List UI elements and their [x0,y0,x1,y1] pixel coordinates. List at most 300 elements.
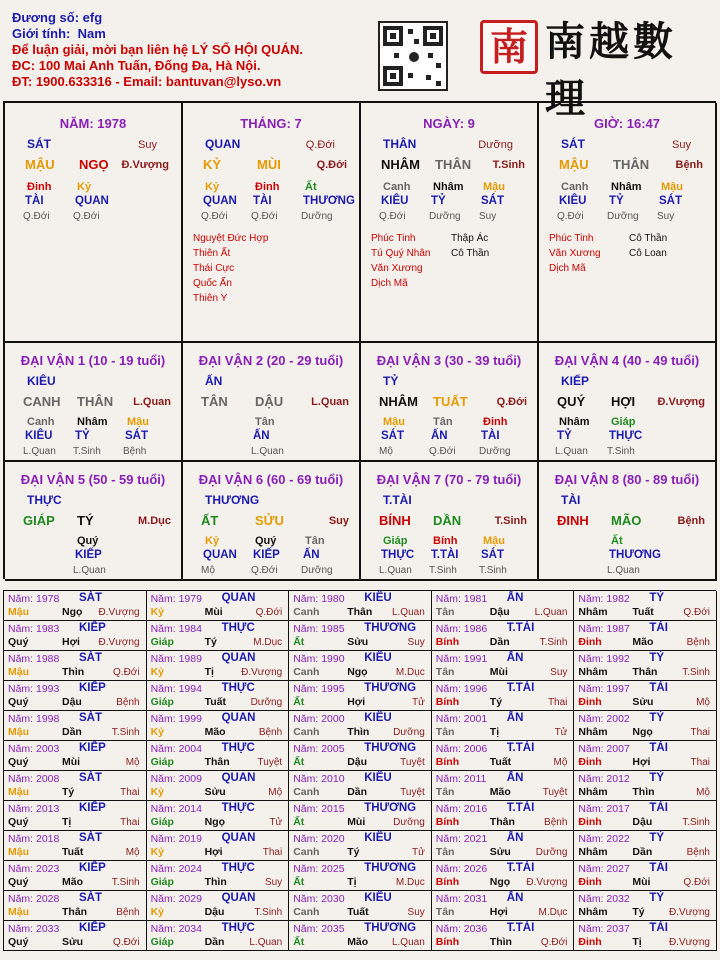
hidden-stem: Đinh [483,416,508,428]
dai-van-title: ĐẠI VẬN 4 (40 - 49 tuổi) [554,353,700,368]
year-stage: Tuyệt [257,757,283,768]
year-cell [4,771,147,801]
hidden-god: THỰC [381,549,415,561]
dai-van-cell [5,343,183,462]
year-label: Năm: 2004 [150,743,202,755]
hidden-stem: Canh [383,181,411,193]
year-stem: Đinh [578,636,602,648]
year-god: ẤN [506,892,524,904]
year-cell [574,711,717,741]
year-label: Năm: 2010 [293,773,345,785]
star-item: Quốc Ấn [193,278,232,289]
year-stage: L.Quan [249,937,283,948]
dai-van-stage: T.Sinh [494,515,527,527]
pillar-branch: THÂN [435,157,472,172]
year-god: QUAN [221,772,256,784]
year-label: Năm: 2020 [293,833,345,845]
chart-grid [3,101,716,579]
hidden-stem: Tân [255,416,275,428]
year-label: Năm: 2000 [293,713,345,725]
year-stage: Suy [407,907,425,918]
year-stage: Q.Đới [540,937,568,948]
year-branch: Tuất [62,846,84,858]
year-god: TÀI [649,742,668,754]
pillar-god: QUAN [205,137,241,151]
year-branch: Mùi [632,876,651,888]
hidden-stage: Q.Đới [557,211,584,222]
year-branch: Dậu [347,756,368,768]
year-stage: M.Dục [395,667,425,678]
star-item: Thập Ác [451,233,489,244]
year-god: KIẾP [79,742,106,754]
year-god: T.TÀI [506,802,535,814]
year-cell [432,831,575,861]
year-label: Năm: 2033 [8,923,60,935]
year-label: Năm: 2025 [293,863,345,875]
hidden-stem: Giáp [383,535,408,547]
year-stage: Mộ [125,757,140,768]
hidden-stage: L.Quan [607,565,640,576]
year-stem: Ất [293,696,305,708]
dai-van-stem: BÍNH [379,513,411,528]
year-cell [574,861,717,891]
hidden-stem: Giáp [611,416,636,428]
pillar-stem: NHÂM [381,157,420,172]
year-branch: Thân [632,666,658,678]
year-cell [147,591,290,621]
hidden-stage: Dưỡng [429,211,461,222]
dai-van-branch: MÃO [611,513,642,528]
header-info [12,10,303,90]
year-label: Năm: 2019 [150,833,202,845]
star-item: Tú Quý Nhân [371,248,431,259]
year-cell [289,861,432,891]
year-god: KIÊU [364,772,392,784]
year-cell [147,771,290,801]
brand-logo: 南越數理 [545,18,677,122]
year-stem: Kỷ [150,906,165,918]
hidden-stem: Kỷ [77,181,92,193]
year-god: SÁT [79,592,102,604]
year-stage: Q.Đới [683,877,710,888]
year-stem: Ất [293,876,305,888]
year-branch: Ngọ [62,606,83,618]
year-stem: Nhâm [578,666,608,678]
year-label: Năm: 1990 [293,653,345,665]
year-cell [432,591,575,621]
year-god: T.TÀI [506,862,535,874]
pillar-stage: Suy [672,139,691,151]
year-stem: Nhâm [578,786,608,798]
pillar-title: NĂM: 1978 [59,116,127,131]
dai-van-stem: ẤT [201,513,219,528]
hidden-stage: Q.Đới [73,211,100,222]
year-branch: Sửu [489,846,511,858]
year-god: TỶ [649,592,665,604]
year-god: THỰC [221,862,255,874]
star-item: Cô Thần [451,248,490,259]
hidden-stage: Dưỡng [607,211,639,222]
year-label: Năm: 2023 [8,863,60,875]
hidden-stem: Ất [305,181,317,193]
year-god: ẤN [506,592,524,604]
year-branch: Tý [62,786,75,798]
year-label: Năm: 1988 [8,653,60,665]
owner-label: Đương số: [12,10,80,25]
year-label: Năm: 2032 [578,893,630,905]
dai-van-cell [183,343,361,462]
year-god: SÁT [79,712,102,724]
year-label: Năm: 2026 [435,863,488,875]
year-label: Năm: 2005 [293,743,345,755]
year-god: TỶ [649,772,665,784]
star-item: Dịch Mã [549,263,586,274]
year-branch: Dần [632,846,653,858]
year-stem: Nhâm [578,846,608,858]
hidden-stem: Nhâm [433,181,464,193]
year-god: T.TÀI [506,682,535,694]
year-stage: T.Sinh [682,817,710,828]
year-label: Năm: 1984 [150,623,202,635]
year-stem: Giáp [150,696,174,708]
pillar-cell [361,103,539,343]
dai-van-stage: Q.Đới [496,396,527,408]
year-god: TỶ [649,652,665,664]
year-label: Năm: 2021 [435,833,488,845]
dai-van-title: ĐẠI VẬN 3 (30 - 39 tuổi) [376,353,522,368]
year-stem: Giáp [150,936,174,948]
hidden-god: TỶ [75,430,90,442]
pillar-branch: NGỌ [79,157,109,172]
year-label: Năm: 2002 [578,713,630,725]
year-branch: Dần [204,936,225,948]
year-cell [432,711,575,741]
year-god: T.TÀI [506,742,535,754]
year-stem: Giáp [150,816,174,828]
hidden-stage: L.Quan [23,446,56,457]
year-cell [4,861,147,891]
year-cell [147,861,290,891]
year-cell [147,921,290,951]
hidden-god: KIÊU [559,195,587,207]
hidden-stem: Mậu [483,181,505,193]
year-cell [4,741,147,771]
year-cell [289,681,432,711]
year-god: SÁT [79,832,102,844]
year-stage: Thai [690,727,710,738]
year-branch: Hợi [489,906,508,918]
hidden-god: SÁT [381,430,404,442]
dai-van-cell [361,343,539,462]
hidden-stage: L.Quan [555,446,588,457]
year-stem: Mậu [8,726,29,738]
star-item: Văn Xương [371,263,423,274]
pillar-stem: MẬU [559,157,589,172]
year-god: QUAN [221,652,256,664]
year-stem: Ất [293,756,305,768]
year-branch: Dậu [62,696,82,708]
year-cell [432,771,575,801]
year-cell [4,651,147,681]
year-cell [289,771,432,801]
hidden-stem: Đinh [27,181,52,193]
hidden-stage: Bệnh [123,446,147,457]
hidden-god: KIẾP [75,549,102,561]
year-god: THỰC [221,742,255,754]
year-branch: Sửu [62,936,84,948]
year-stage: Tử [411,697,425,708]
dai-van-god: THỰC [27,493,62,507]
year-label: Năm: 1981 [435,593,488,605]
year-label: Năm: 1994 [150,683,202,695]
owner-value: efg [82,10,103,25]
year-label: Năm: 2015 [293,803,345,815]
year-stage: Đ.Vượng [668,907,710,918]
year-god: T.TÀI [506,922,535,934]
year-god: THƯƠNG [364,622,417,634]
hidden-stem: Nhâm [559,416,590,428]
year-label: Năm: 1985 [293,623,345,635]
year-label: Năm: 2003 [8,743,60,755]
year-cell [289,801,432,831]
year-stage: Đ.Vượng [241,667,283,678]
hidden-stage: Suy [657,211,675,222]
year-stem: Canh [293,666,320,678]
year-cell [289,921,432,951]
year-stem: Giáp [150,636,174,648]
star-list-2 [451,231,489,261]
year-cell [574,621,717,651]
year-stage: Tử [411,847,425,858]
year-god: KIÊU [364,892,392,904]
star-item: Thiên Ất [193,248,231,259]
year-cell [574,681,717,711]
year-label: Năm: 1980 [293,593,345,605]
year-cell [147,681,290,711]
year-branch: Thìn [489,936,512,948]
year-god: KIẾP [79,862,106,874]
year-label: Năm: 1978 [8,593,60,605]
year-cell [4,891,147,921]
year-branch: Tị [632,936,642,948]
year-branch: Thân [347,606,373,618]
hidden-stage: L.Quan [73,565,106,576]
year-branch: Thân [62,906,88,918]
hidden-stage: Dưỡng [301,565,333,576]
year-branch: Ngọ [347,666,368,678]
year-branch: Thìn [204,876,227,888]
year-god: THƯƠNG [364,742,417,754]
dai-van-title: ĐẠI VẬN 6 (60 - 69 tuổi) [198,472,344,487]
year-branch: Mão [489,786,511,798]
dai-van-branch: SỬU [255,513,284,528]
dai-van-cell [361,462,539,581]
address-line: ĐC: 100 Mai Anh Tuấn, Đống Đa, Hà Nội. [12,58,261,73]
hidden-stage: T.Sinh [607,446,635,457]
hidden-stage: Dưỡng [479,446,511,457]
dai-van-title: ĐẠI VẬN 1 (10 - 19 tuổi) [20,353,166,368]
year-god: TỶ [649,892,665,904]
year-stem: Nhâm [578,906,608,918]
year-stem: Bính [435,636,460,648]
star-item: Dịch Mã [371,278,408,289]
pillar-branch-stage: T.Sinh [492,159,525,171]
year-label: Năm: 2013 [8,803,60,815]
year-god: ẤN [506,772,524,784]
year-god: SÁT [79,652,102,664]
year-god: QUAN [221,832,256,844]
year-branch: Hợi [62,636,80,648]
year-branch: Mùi [347,816,366,828]
dai-van-cell [183,462,361,581]
dai-van-god: T.TÀI [383,493,412,507]
year-label: Năm: 2008 [8,773,60,785]
year-branch: Thìn [347,726,370,738]
year-stage: Bệnh [686,847,710,858]
year-god: SÁT [79,772,102,784]
year-god: ẤN [506,712,524,724]
year-god: THỰC [221,622,255,634]
hidden-stem: Canh [561,181,589,193]
hidden-god: TÀI [25,195,44,207]
dai-van-title: ĐẠI VẬN 2 (20 - 29 tuổi) [198,353,344,368]
dai-van-title: ĐẠI VẬN 8 (80 - 89 tuổi) [554,472,700,487]
year-cell [147,711,290,741]
hidden-stage: L.Quan [251,446,284,457]
year-god: KIÊU [364,652,392,664]
year-cell [289,651,432,681]
year-label: Năm: 2022 [578,833,630,845]
year-label: Năm: 1991 [435,653,488,665]
year-branch: Tị [204,666,214,678]
star-item: Nguyệt Đức Hợp [193,233,269,244]
year-stem: Bính [435,876,460,888]
year-stage: T.Sinh [111,877,140,888]
year-god: THƯƠNG [364,802,417,814]
dai-van-god: KIẾP [561,374,590,388]
pillar-title: GIỜ: 16:47 [593,116,660,131]
year-god: KIÊU [364,832,392,844]
year-stage: M.Dục [538,907,568,918]
year-stage: Đ.Vượng [98,637,140,648]
star-list [549,231,601,276]
year-label: Năm: 2007 [578,743,630,755]
pillar-god: SÁT [27,137,51,151]
hidden-stem: Nhâm [611,181,642,193]
hidden-god: SÁT [125,430,148,442]
hidden-god: KIÊU [381,195,409,207]
year-stage: Bệnh [686,637,710,648]
hidden-god: TỶ [431,195,446,207]
year-label: Năm: 1995 [293,683,345,695]
hidden-god: KIẾP [253,549,280,561]
year-stage: Mộ [696,787,710,798]
year-stage: Thai [120,817,140,828]
dai-van-stage: Bệnh [677,515,705,527]
year-label: Năm: 2027 [578,863,630,875]
year-label: Năm: 2016 [435,803,488,815]
year-branch: Mùi [204,606,223,618]
star-item: Thái Cực [193,263,235,274]
year-branch: Thìn [632,786,655,798]
year-label: Năm: 2030 [293,893,345,905]
year-stem: Nhâm [578,606,608,618]
year-branch: Dần [347,786,368,798]
year-stem: Canh [293,726,320,738]
star-list [371,231,430,291]
star-item: Phúc Tinh [371,233,416,244]
hidden-stem: Canh [27,416,55,428]
year-stem: Canh [293,786,320,798]
year-branch: Tị [62,816,72,828]
year-branch: Mùi [62,756,81,768]
dai-van-stage: M.Dục [138,515,171,527]
year-stem: Kỷ [150,846,165,858]
dai-van-stem: GIÁP [23,513,55,528]
year-cell [289,621,432,651]
year-cell [432,921,575,951]
year-stem: Canh [293,906,320,918]
year-cell [289,591,432,621]
pillar-stage: Dưỡng [478,139,513,151]
dai-van-god: THƯƠNG [205,493,260,507]
year-branch: Dậu [489,606,510,618]
hidden-stem: Đinh [255,181,280,193]
dai-van-god: TỶ [383,374,399,388]
dai-van-stem: TÂN [201,394,228,409]
hidden-god: ẤN [253,430,270,442]
year-stem: Quý [8,876,29,888]
year-label: Năm: 1986 [435,623,488,635]
year-label: Năm: 1982 [578,593,630,605]
year-branch: Ngọ [489,876,511,888]
year-cell [574,831,717,861]
hidden-god: QUAN [203,195,237,207]
hidden-stage: Mộ [201,565,215,576]
year-god: QUAN [221,892,256,904]
hidden-stem: Mậu [127,416,149,428]
dai-van-stem: ĐINH [557,513,589,528]
year-branch: Hợi [347,696,366,708]
year-stage: Tuyệt [400,787,425,798]
year-stem: Tân [435,906,455,918]
year-stem: Tân [435,726,455,738]
pillar-stage: Suy [138,139,157,151]
year-cell [4,681,147,711]
year-branch: Dần [62,726,82,738]
hidden-stem: Nhâm [77,416,108,428]
year-branch: Mão [632,636,654,648]
year-stem: Tân [435,606,455,618]
hidden-stem: Kỷ [205,535,220,547]
year-stage: L.Quan [534,607,568,618]
yearly-table [3,590,716,951]
year-god: THỰC [221,682,255,694]
year-branch: Sửu [632,696,654,708]
year-cell [432,801,575,831]
year-god: THƯƠNG [364,682,417,694]
pillar-title: NGÀY: 9 [423,116,475,131]
year-label: Năm: 2031 [435,893,488,905]
year-stage: Tử [554,727,568,738]
year-branch: Sửu [204,786,226,798]
star-list-2 [629,231,667,261]
year-god: KIẾP [79,922,106,934]
hidden-god: QUAN [203,549,237,561]
hidden-god: SÁT [481,549,504,561]
year-cell [432,651,575,681]
year-stage: Suy [407,637,425,648]
